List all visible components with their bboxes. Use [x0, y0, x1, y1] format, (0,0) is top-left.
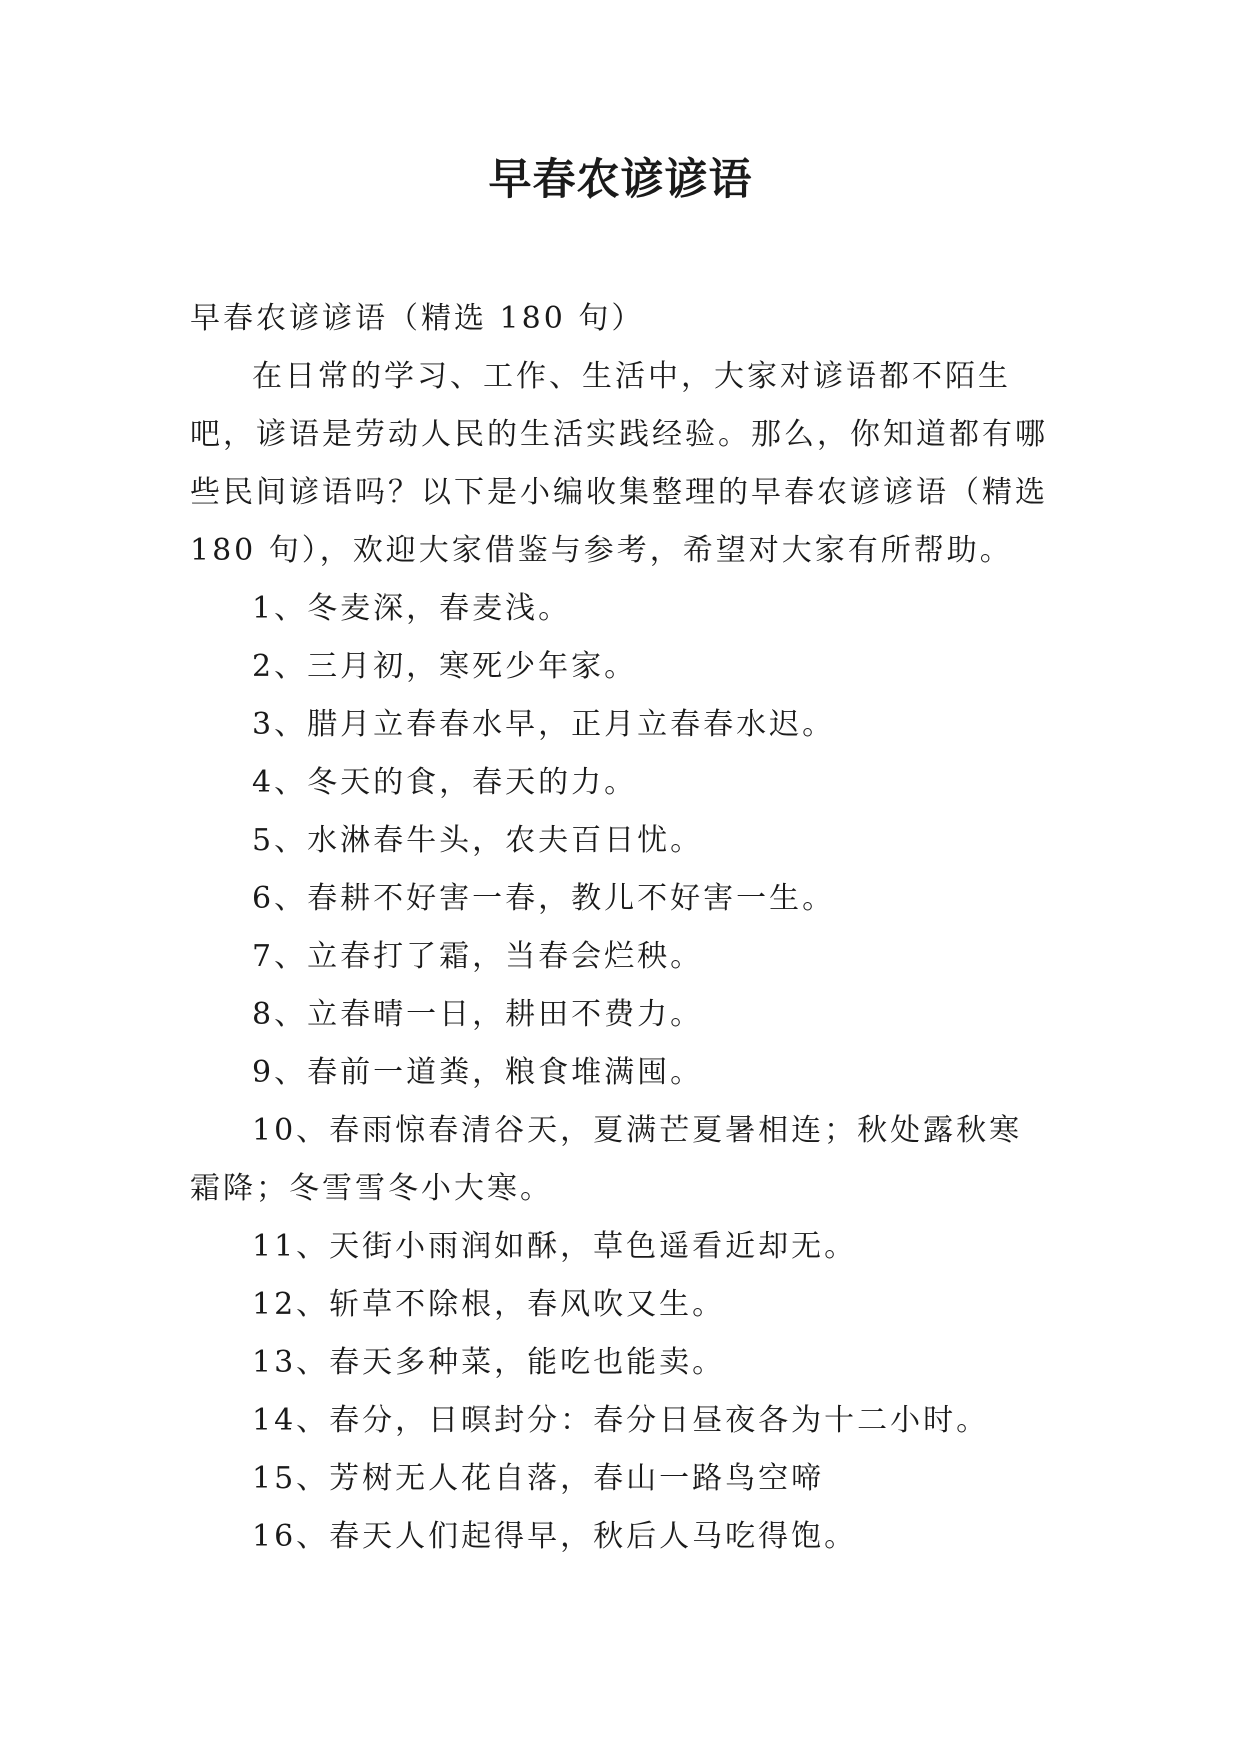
document-title: 早春农谚谚语 — [488, 155, 753, 205]
list-item: 4、冬天的食，春天的力。 — [252, 765, 638, 800]
list-item: 15、芳树无人花自落，春山一路鸟空啼 — [252, 1461, 825, 1496]
document-body — [190, 290, 1050, 1566]
list-item: 13、春天多种菜，能吃也能卖。 — [252, 1345, 726, 1380]
list-item: 8、立春晴一日，耕田不费力。 — [252, 997, 704, 1032]
list-item: 9、春前一道粪，粮食堆满囤。 — [252, 1055, 704, 1090]
list-item: 11、天街小雨润如酥，草色遥看近却无。 — [252, 1229, 858, 1264]
intro-paragraph: 在日常的学习、工作、生活中，大家对谚语都不陌生吧，谚语是劳动人民的生活实践经验。那么，你知道都有哪些民间谚语吗？以下是小编收集整理的早春农谚谚语（精选 180 句），欢迎大家借鉴与参考，希望对大家有所帮助。 — [190, 359, 1048, 568]
list-item: 5、水淋春牛头，农夫百日忧。 — [252, 823, 704, 858]
list-item: 1、冬麦深，春麦浅。 — [252, 591, 572, 626]
document-subtitle: 早春农谚谚语（精选 180 句） — [190, 301, 645, 336]
list-item: 10、春雨惊春清谷天，夏满芒夏暑相连；秋处露秋寒霜降；冬雪雪冬小大寒。 — [190, 1113, 1023, 1206]
list-item: 6、春耕不好害一春，教儿不好害一生。 — [252, 881, 836, 916]
list-item: 16、春天人们起得早，秋后人马吃得饱。 — [252, 1519, 858, 1554]
list-item: 7、立春打了霜，当春会烂秧。 — [252, 939, 704, 974]
list-item: 14、春分，日暝封分：春分日昼夜各为十二小时。 — [252, 1403, 990, 1438]
list-item: 2、三月初，寒死少年家。 — [252, 649, 638, 684]
list-item: 3、腊月立春春水早，正月立春春水迟。 — [252, 707, 836, 742]
list-item: 12、斩草不除根，春风吹又生。 — [252, 1287, 726, 1322]
